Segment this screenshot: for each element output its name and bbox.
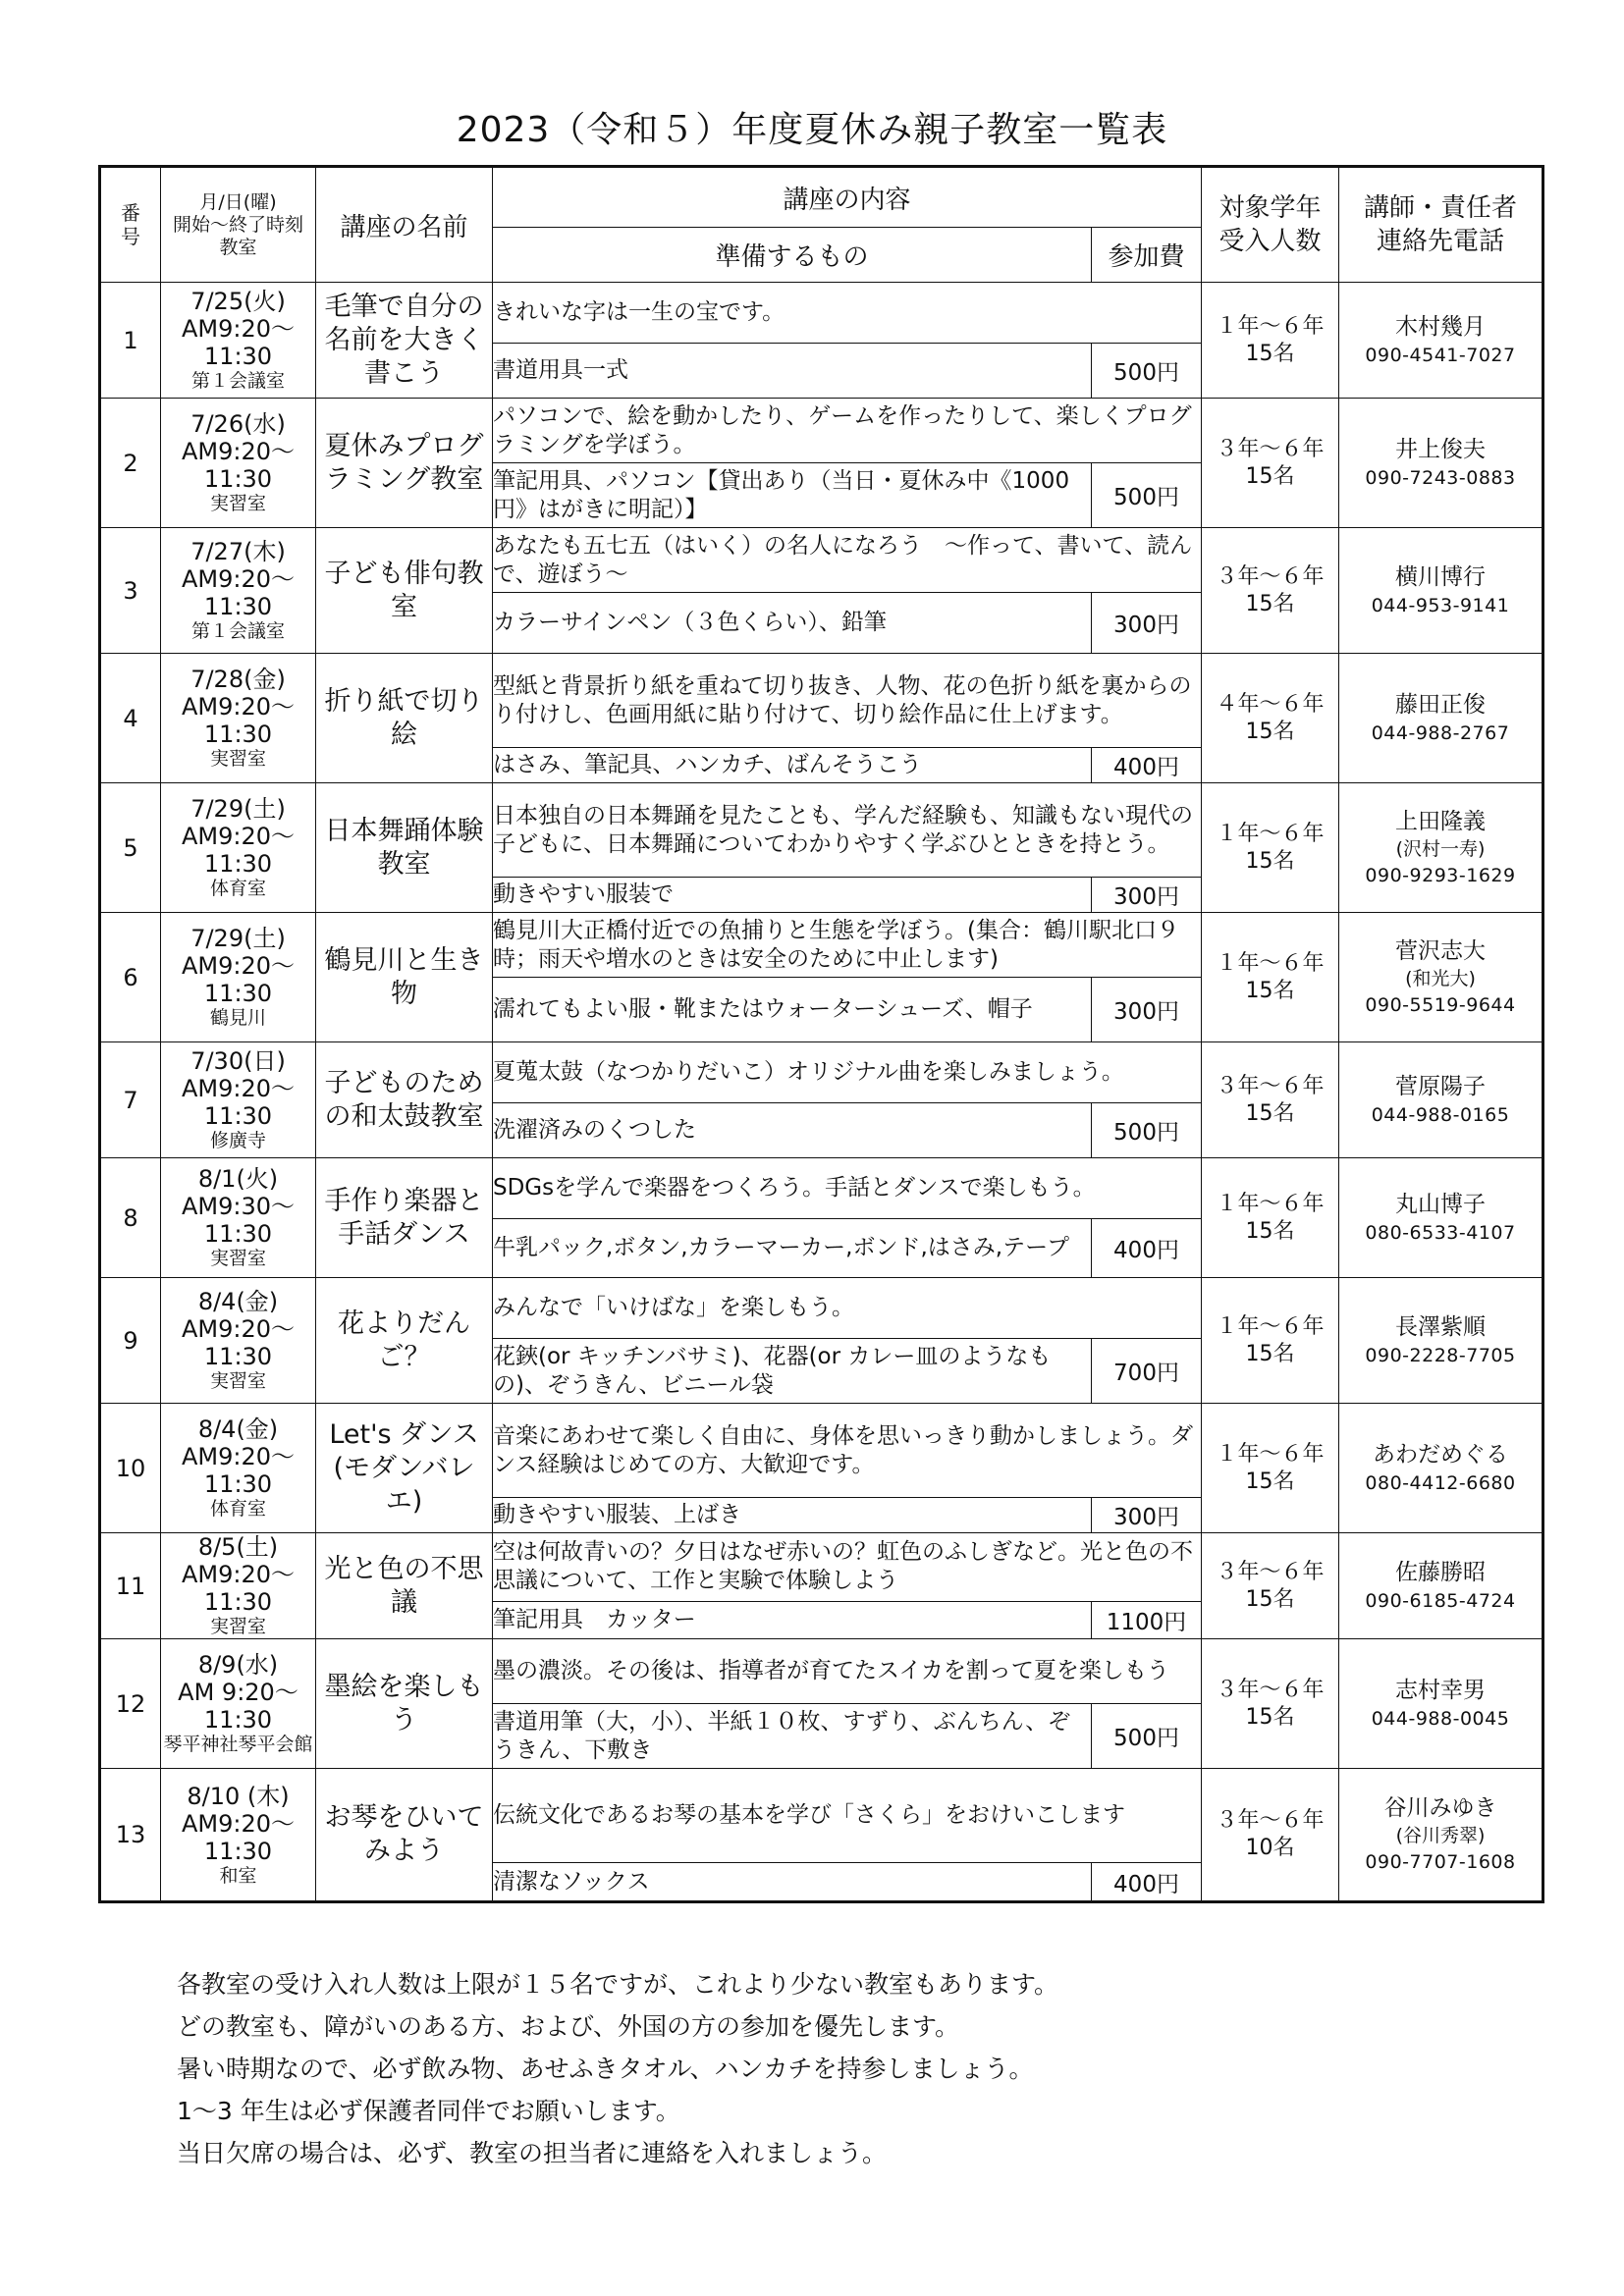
header-contact-person: 講師・責任者	[1364, 193, 1518, 223]
row-end-time: 11:30	[203, 1588, 273, 1616]
table-row	[100, 1769, 1543, 1863]
row-fee: 500円	[1092, 1704, 1202, 1769]
row-contact-cell	[1339, 1404, 1543, 1533]
row-contact-cell	[1339, 1278, 1543, 1404]
row-contact-cell	[1339, 913, 1543, 1042]
row-person: 菅沢志大	[1395, 937, 1487, 964]
row-date: 8/4(金)	[197, 1415, 279, 1443]
row-contact-cell	[1339, 783, 1543, 913]
row-phone: 080-4412-6680	[1365, 1471, 1516, 1494]
row-end-time: 11:30	[203, 980, 273, 1007]
row-end-time: 11:30	[203, 1343, 273, 1370]
row-capacity: 15名	[1245, 1341, 1295, 1366]
row-grade: １年～６年	[1216, 1313, 1325, 1339]
row-start-time: AM9:20～	[181, 693, 296, 721]
row-contact-cell	[1339, 1042, 1543, 1158]
row-person: 上田隆義	[1395, 808, 1487, 834]
note-line: 各教室の受け入れ人数は上限が１５名ですが、これより少ない教室もあります。	[177, 1970, 1059, 1999]
row-date-cell	[161, 1533, 316, 1639]
table-row	[100, 528, 1543, 593]
row-grade: ３年～６年	[1216, 563, 1325, 589]
row-course-name: 日本舞踊体験教室	[316, 783, 493, 913]
row-fee: 400円	[1092, 748, 1202, 783]
row-date: 7/30(日)	[190, 1047, 286, 1075]
row-date-cell	[161, 528, 316, 654]
row-course-name: 光と色の不思議	[316, 1533, 493, 1639]
row-place: 琴平神社琴平会館	[163, 1734, 313, 1755]
row-prep: 花鋏(or キッチンバサミ)、花器(or カレー皿のようなもの)、ぞうきん、ビニール袋	[493, 1339, 1092, 1404]
table-row	[100, 654, 1543, 748]
note-line: 当日欠席の場合は、必ず、教室の担当者に連絡を入れましょう。	[177, 2139, 888, 2167]
row-place: 第１会議室	[190, 370, 285, 392]
row-contact-cell	[1339, 1533, 1543, 1639]
row-prep: 清潔なソックス	[493, 1863, 1092, 1902]
row-date: 8/1(火)	[197, 1165, 279, 1193]
header-target-grade: 対象学年	[1218, 193, 1322, 223]
row-phone: 044-988-0165	[1371, 1103, 1510, 1126]
notes	[177, 1963, 1532, 2174]
table-row	[100, 1533, 1543, 1602]
row-description: 日本独自の日本舞踊を見たことも、学んだ経験も、知識もない現代の子どもに、日本舞踊についてわかりやすく学ぶひとときを持とう。	[493, 783, 1202, 878]
schedule-table	[98, 165, 1544, 1903]
row-end-time: 11:30	[203, 850, 273, 878]
row-phone: 044-988-0045	[1371, 1707, 1510, 1730]
note-line: 暑い時期なので、必ず飲み物、あせふきタオル、ハンカチを持参しましょう。	[177, 2055, 1034, 2083]
row-capacity: 15名	[1245, 591, 1295, 616]
header-contact-phone: 連絡先電話	[1377, 227, 1505, 256]
row-date: 8/5(土)	[197, 1533, 279, 1561]
row-end-time: 11:30	[203, 1220, 273, 1248]
row-date: 7/29(土)	[190, 925, 286, 952]
row-phone: 090-2228-7705	[1365, 1344, 1516, 1366]
row-prep: 濡れてもよい服・靴またはウォーターシューズ、帽子	[493, 978, 1092, 1042]
table-row	[100, 1404, 1543, 1498]
row-grade: ４年～６年	[1216, 691, 1325, 717]
row-grade: １年～６年	[1216, 313, 1325, 339]
row-prep: 動きやすい服装で	[493, 878, 1092, 913]
row-fee: 300円	[1092, 978, 1202, 1042]
row-place: 実習室	[209, 1370, 266, 1392]
row-phone: 090-5519-9644	[1365, 993, 1516, 1016]
header-number-label: 番号	[121, 201, 140, 248]
row-end-time: 11:30	[203, 1706, 273, 1734]
header-date	[161, 167, 316, 283]
row-capacity: 15名	[1245, 1468, 1295, 1494]
row-number: 4	[100, 654, 161, 783]
row-place: 体育室	[209, 878, 266, 899]
row-start-time: AM9:20～	[181, 952, 296, 980]
row-fee: 500円	[1092, 344, 1202, 399]
row-start-time: AM9:20～	[181, 1075, 296, 1102]
row-person-sub: (沢村一寿)	[1395, 837, 1486, 860]
row-date: 7/29(土)	[190, 795, 286, 823]
table-body	[100, 283, 1543, 1902]
row-start-time: AM 9:20～	[178, 1679, 298, 1706]
row-capacity: 15名	[1245, 1586, 1295, 1612]
row-start-time: AM9:30～	[181, 1193, 296, 1220]
row-start-time: AM9:20～	[181, 315, 296, 343]
row-contact-cell	[1339, 654, 1543, 783]
row-course-name: 鶴見川と生き物	[316, 913, 493, 1042]
row-prep: カラーサインペン（３色くらい）、鉛筆	[493, 593, 1092, 654]
row-target-cell	[1202, 783, 1339, 913]
row-grade: １年～６年	[1216, 1441, 1325, 1467]
table-header	[100, 167, 1543, 283]
row-person: 長澤紫順	[1395, 1313, 1487, 1340]
row-date: 8/4(金)	[197, 1288, 279, 1315]
row-target-cell	[1202, 913, 1339, 1042]
row-place: 実習室	[209, 493, 266, 514]
row-grade: １年～６年	[1216, 950, 1325, 976]
row-phone: 090-6185-4724	[1365, 1589, 1516, 1612]
row-person: 木村幾月	[1395, 313, 1487, 340]
row-number: 8	[100, 1158, 161, 1278]
row-number: 1	[100, 283, 161, 399]
row-end-time: 11:30	[203, 465, 273, 493]
row-prep: 動きやすい服装、上ばき	[493, 1498, 1092, 1533]
table-row	[100, 1158, 1543, 1219]
row-number: 7	[100, 1042, 161, 1158]
row-course-name: お琴をひいてみよう	[316, 1769, 493, 1902]
row-target-cell	[1202, 1769, 1339, 1902]
row-contact-cell	[1339, 283, 1543, 399]
row-course-name: 子どものための和太鼓教室	[316, 1042, 493, 1158]
row-date-cell	[161, 1769, 316, 1902]
note-line: 1～3 年生は必ず保護者同伴でお願いします。	[177, 2097, 680, 2125]
row-target-cell	[1202, 283, 1339, 399]
row-number: 6	[100, 913, 161, 1042]
row-contact-cell	[1339, 399, 1543, 528]
row-capacity: 15名	[1245, 848, 1295, 874]
table-row	[100, 1639, 1543, 1704]
header-fee: 参加費	[1092, 228, 1202, 283]
row-grade: ３年～６年	[1216, 1559, 1325, 1584]
row-date-cell	[161, 783, 316, 913]
row-place: 実習室	[209, 1248, 266, 1269]
row-person-sub: (谷川秀翠)	[1395, 1825, 1486, 1846]
row-grade: ３年～６年	[1216, 436, 1325, 461]
row-fee: 500円	[1092, 463, 1202, 528]
row-date: 7/27(木)	[190, 538, 286, 565]
row-capacity: 15名	[1245, 719, 1295, 744]
row-start-time: AM9:20～	[181, 565, 296, 593]
row-person: 志村幸男	[1395, 1677, 1487, 1703]
table-row	[100, 283, 1543, 344]
row-fee: 300円	[1092, 878, 1202, 913]
row-grade: １年～６年	[1216, 1191, 1325, 1216]
row-start-time: AM9:20～	[181, 1443, 296, 1470]
row-prep: 牛乳パック,ボタン,カラーマーカー,ボンド,はさみ,テープ	[493, 1219, 1092, 1278]
row-course-name: 折り紙で切り絵	[316, 654, 493, 783]
row-phone: 044-988-2767	[1371, 721, 1510, 744]
row-place: 実習室	[209, 1616, 266, 1637]
row-grade: １年～６年	[1216, 821, 1325, 846]
row-capacity: 15名	[1245, 978, 1295, 1003]
row-capacity: 15名	[1245, 1218, 1295, 1244]
row-target-cell	[1202, 1278, 1339, 1404]
row-date: 7/28(金)	[190, 666, 286, 693]
table-row	[100, 399, 1543, 463]
row-number: 9	[100, 1278, 161, 1404]
row-date-cell	[161, 1158, 316, 1278]
row-start-time: AM9:20～	[181, 1315, 296, 1343]
row-number: 3	[100, 528, 161, 654]
row-phone: 080-6533-4107	[1365, 1221, 1516, 1244]
row-description: パソコンで、絵を動かしたり、ゲームを作ったりして、楽しくプログラミングを学ぼう。	[493, 399, 1202, 463]
row-contact-cell	[1339, 1639, 1543, 1769]
row-contact-cell	[1339, 1158, 1543, 1278]
row-person: 佐藤勝昭	[1395, 1559, 1487, 1585]
row-course-name: 花よりだんご？	[316, 1278, 493, 1404]
row-capacity: 10名	[1245, 1836, 1295, 1860]
header-contact	[1339, 167, 1543, 283]
row-description: 夏蒐太鼓（なつかりだいこ）オリジナル曲を楽しみましょう。	[493, 1042, 1202, 1103]
row-prep: はさみ、筆記具、ハンカチ、ばんそうこう	[493, 748, 1092, 783]
row-fee: 400円	[1092, 1863, 1202, 1902]
row-date-cell	[161, 1042, 316, 1158]
row-place: 修廣寺	[209, 1130, 266, 1151]
row-fee: 1100円	[1092, 1601, 1202, 1638]
row-date: 7/25(火)	[190, 288, 286, 315]
row-start-time: AM9:20～	[181, 438, 296, 465]
row-date: 8/10 (木)	[187, 1782, 290, 1810]
row-grade: ３年～６年	[1216, 1677, 1325, 1702]
table-row	[100, 1278, 1543, 1339]
row-prep: 書道用筆（大，小）、半紙１０枚、すずり、ぶんちん、ぞうきん、下敷き	[493, 1704, 1092, 1769]
row-date-cell	[161, 1404, 316, 1533]
row-course-name: 毛筆で自分の名前を大きく書こう	[316, 283, 493, 399]
row-end-time: 11:30	[203, 593, 273, 620]
row-date-cell	[161, 1278, 316, 1404]
row-target-cell	[1202, 528, 1339, 654]
note-line: どの教室も、障がいのある方、および、外国の方の参加を優先します。	[177, 2012, 960, 2041]
row-place: 和室	[219, 1864, 257, 1887]
row-end-time: 11:30	[203, 721, 273, 748]
row-number: 11	[100, 1533, 161, 1639]
row-capacity: 15名	[1245, 341, 1295, 366]
row-target-cell	[1202, 399, 1339, 528]
row-person: 谷川みゆき	[1383, 1795, 1497, 1821]
page-title: 2023（令和５）年度夏休み親子教室一覧表	[456, 110, 1168, 150]
row-date-cell	[161, 283, 316, 399]
header-time-label: 開始～終了時刻	[172, 213, 303, 236]
row-description: 伝統文化であるお琴の基本を学び「さくら」をおけいこします	[493, 1769, 1202, 1863]
row-course-name: Let's ダンス(モダンバレエ)	[316, 1404, 493, 1533]
row-description: みんなで「いけばな」を楽しもう。	[493, 1278, 1202, 1339]
row-number: 13	[100, 1769, 161, 1902]
row-person: 丸山博子	[1395, 1191, 1487, 1217]
row-course-name: 子ども俳句教室	[316, 528, 493, 654]
row-phone: 090-7707-1608	[1365, 1851, 1516, 1873]
table-row	[100, 913, 1543, 978]
table-row	[100, 783, 1543, 878]
row-number: 5	[100, 783, 161, 913]
row-start-time: AM9:20～	[181, 1561, 296, 1588]
header-content: 講座の内容	[493, 167, 1202, 228]
row-place: 実習室	[209, 748, 266, 770]
row-contact-cell	[1339, 528, 1543, 654]
row-person: 藤田正俊	[1395, 691, 1487, 718]
row-person: 井上俊夫	[1395, 436, 1487, 462]
row-fee: 700円	[1092, 1339, 1202, 1404]
row-date-cell	[161, 399, 316, 528]
row-prep: 筆記用具 カッター	[493, 1601, 1092, 1638]
row-prep: 書道用具一式	[493, 344, 1092, 399]
table-row	[100, 1042, 1543, 1103]
row-capacity: 15名	[1245, 1704, 1295, 1730]
row-start-time: AM9:20～	[181, 823, 296, 850]
row-fee: 400円	[1092, 1219, 1202, 1278]
row-description: 墨の濃淡。その後は、指導者が育てたスイカを割って夏を楽しもう	[493, 1639, 1202, 1704]
row-end-time: 11:30	[203, 343, 273, 370]
row-start-time: AM9:20～	[181, 1809, 296, 1838]
row-place: 体育室	[209, 1498, 266, 1520]
row-capacity: 15名	[1245, 463, 1295, 489]
row-course-name: 夏休みプログラミング教室	[316, 399, 493, 528]
row-target-cell	[1202, 1042, 1339, 1158]
row-phone: 090-4541-7027	[1365, 344, 1516, 366]
row-grade: ３年～６年	[1216, 1808, 1325, 1833]
row-date: 7/26(水)	[190, 410, 286, 438]
header-date-label: 月/日(曜)	[199, 190, 277, 213]
row-number: 10	[100, 1404, 161, 1533]
row-description: あなたも五七五（はいく）の名人になろう ～作って、書いて、読んで、遊ぼう～	[493, 528, 1202, 593]
row-number: 12	[100, 1639, 161, 1769]
row-target-cell	[1202, 654, 1339, 783]
header-prep: 準備するもの	[493, 228, 1092, 283]
row-date: 8/9(水)	[197, 1651, 279, 1679]
row-description: 音楽にあわせて楽しく自由に、身体を思いっきり動かしましょう。ダンス経験はじめての方、大歓迎です。	[493, 1404, 1202, 1498]
row-description: 型紙と背景折り紙を重ねて切り抜き、人物、花の色折り紙を裏からのり付けし、色画用紙に貼り付けて、切り絵作品に仕上げます。	[493, 654, 1202, 748]
row-contact-cell	[1339, 1769, 1543, 1902]
row-prep: 洗濯済みのくつした	[493, 1103, 1092, 1158]
row-number: 2	[100, 399, 161, 528]
header-place-label: 教室	[219, 236, 257, 258]
row-phone: 090-9293-1629	[1365, 864, 1516, 886]
row-target-cell	[1202, 1639, 1339, 1769]
row-fee: 300円	[1092, 1498, 1202, 1533]
row-phone: 044-953-9141	[1371, 594, 1510, 616]
row-place: 鶴見川	[209, 1007, 266, 1029]
row-end-time: 11:30	[203, 1102, 273, 1130]
row-fee: 500円	[1092, 1103, 1202, 1158]
header-course-name: 講座の名前	[316, 167, 493, 283]
row-end-time: 11:30	[203, 1837, 273, 1865]
row-target-cell	[1202, 1533, 1339, 1639]
row-course-name: 墨絵を楽しもう	[316, 1639, 493, 1769]
row-place: 第１会議室	[190, 620, 285, 642]
row-phone: 090-7243-0883	[1365, 466, 1516, 489]
row-description: SDGsを学んで楽器をつくろう。手話とダンスで楽しもう。	[493, 1158, 1202, 1219]
row-person: あわだめぐる	[1373, 1441, 1509, 1468]
row-description: きれいな字は一生の宝です。	[493, 283, 1202, 344]
row-fee: 300円	[1092, 593, 1202, 654]
row-target-cell	[1202, 1404, 1339, 1533]
row-person: 菅原陽子	[1395, 1073, 1487, 1099]
header-number	[100, 167, 161, 283]
row-grade: ３年～６年	[1216, 1073, 1325, 1098]
row-description: 鶴見川大正橋付近での魚捕りと生態を学ぼう。(集合：鶴川駅北口９時；雨天や増水のときは安全のために中止します)	[493, 913, 1202, 978]
row-target-cell	[1202, 1158, 1339, 1278]
row-capacity: 15名	[1245, 1100, 1295, 1126]
header-target-capacity: 受入人数	[1218, 227, 1322, 256]
row-description: 空は何故青いの？夕日はなぜ赤いの？虹色のふしぎなど。光と色の不思議について、工作と実験で体験しよう	[493, 1533, 1202, 1602]
row-person: 横川博行	[1395, 563, 1487, 590]
row-date-cell	[161, 1639, 316, 1769]
row-course-name: 手作り楽器と手話ダンス	[316, 1158, 493, 1278]
row-end-time: 11:30	[203, 1470, 273, 1498]
header-target	[1202, 167, 1339, 283]
row-date-cell	[161, 913, 316, 1042]
row-date-cell	[161, 654, 316, 783]
row-person-sub: (和光大)	[1405, 967, 1476, 989]
row-prep: 筆記用具、パソコン【貸出あり（当日・夏休み中《1000円》はがきに明記）】	[493, 463, 1092, 528]
